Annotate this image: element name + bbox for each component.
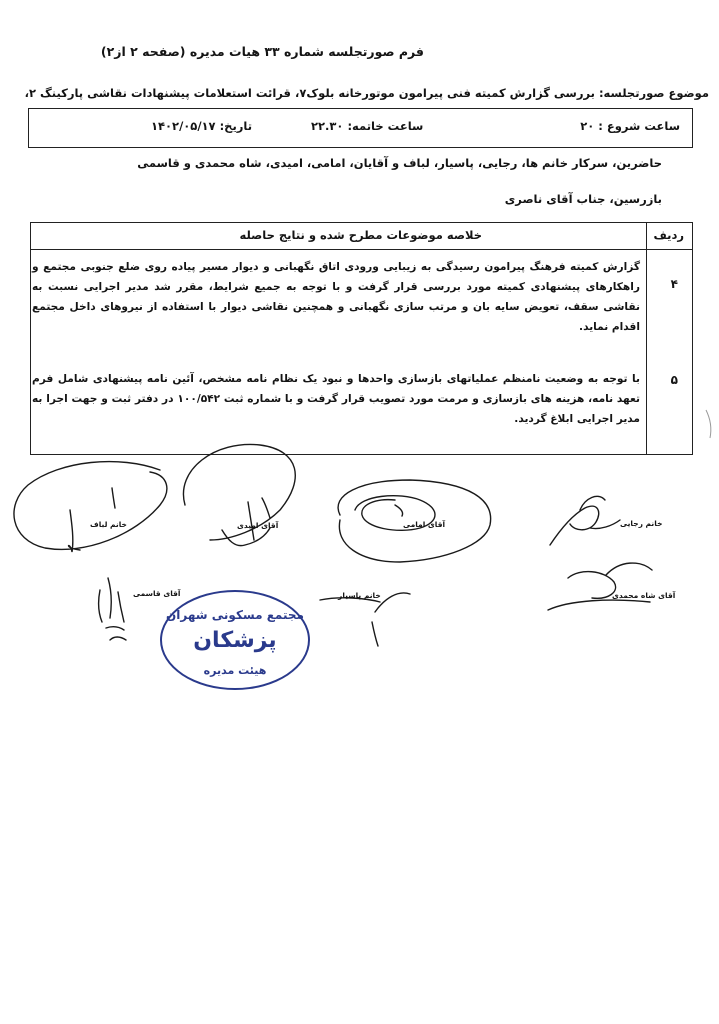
end-time: ساعت خاتمه: ۲۲.۳۰ — [311, 119, 424, 133]
row-text: با توجه به وضعیت نامنظم عملیاتهای بازسازی واحدها و نبود یک نظام نامه مشخص، آئین نامه پیشنهادی شامل فرم تعهد نامه، هزینه های بازسازی و مرمت مورد تصویب قرار گرفت و با شماره ثبت ۱۰۰/۵۴۲ در دفتر ثبت و جهت اجرا به مدیر اجرایی ابلاغ گردید. — [32, 373, 640, 425]
signature-label-rajaei: خانم رجایی — [620, 519, 663, 528]
signature-ghasemi — [99, 578, 126, 640]
form-title: فرم صورتجلسه شماره ۳۳ هیات مدیره (صفحه ۲ از۲) — [100, 44, 424, 59]
row-number: ۵ — [670, 373, 678, 387]
stamp-center-text: پزشکان — [193, 628, 277, 653]
signature-label-shahmohammadi: آقای شاه محمدی — [612, 591, 676, 600]
signature-label-labbaf: خانم لباف — [90, 520, 127, 529]
margin-mark — [706, 410, 711, 438]
stamp-bottom-text: هیئت مدیره — [203, 664, 267, 677]
minutes-table — [30, 222, 693, 455]
signature-omidi — [183, 444, 295, 545]
signature-pasiar — [320, 593, 410, 646]
column-header-summary: خلاصه موضوعات مطرح شده و نتایج حاصله — [239, 228, 482, 242]
meeting-times-box — [28, 108, 693, 148]
row-text: گزارش کمیته فرهنگ پیرامون رسیدگی به زیبایی ورودی اتاق نگهبانی و دیوار مسیر پیاده روی ضلع جنوبی مجتمع و راهکارهای پیشنهادی کمیته مورد بررسی قرار گرفت و با توجه به جمیع شرایط، مقرر شد مدیر اجرایی نسبت به نقاشی سقف، تعویض سایه بان و مرتب سازی نگهبانی و همچنین نقاشی دیوار با استفاده از نیروهای داخل مجتمع اقدام نماید. — [32, 261, 640, 333]
signature-label-omidi: آقای امیدی — [237, 521, 279, 530]
inspectors-line: بازرسین، جناب آقای ناصری — [504, 192, 662, 206]
column-divider — [646, 223, 647, 454]
header-divider — [31, 249, 692, 250]
meeting-date: تاریخ: ۱۴۰۲/۰۵/۱۷ — [151, 119, 253, 133]
meeting-subject: موضوع صورتجلسه: بررسی گزارش کمیته فنی پیرامون موتورخانه بلوک۷، قرائت استعلامات پیشنهادات نقاشی پارکینگ ۲، — [24, 86, 709, 100]
signature-labbaf — [14, 462, 167, 552]
signature-shahmohammadi — [548, 563, 652, 610]
board-stamp — [160, 590, 310, 690]
signature-label-pasiar: خانم پاسیار — [338, 591, 381, 600]
attendees-line: حاضرین، سرکار خانم ها، رجایی، پاسیار، لباف و آقایان، امامی، امیدی، شاه محمدی و قاسمی — [137, 156, 662, 170]
start-time: ساعت شروع : ۲۰ — [580, 119, 680, 133]
signature-label-emami: آقای امامی — [403, 520, 446, 529]
column-header-row: ردیف — [653, 228, 684, 242]
stamp-top-text: مجتمع مسکونی شهران — [166, 608, 304, 622]
signature-label-ghasemi: آقای قاسمی — [133, 589, 181, 598]
signature-rajaei — [550, 496, 620, 545]
row-number: ۴ — [670, 277, 678, 291]
